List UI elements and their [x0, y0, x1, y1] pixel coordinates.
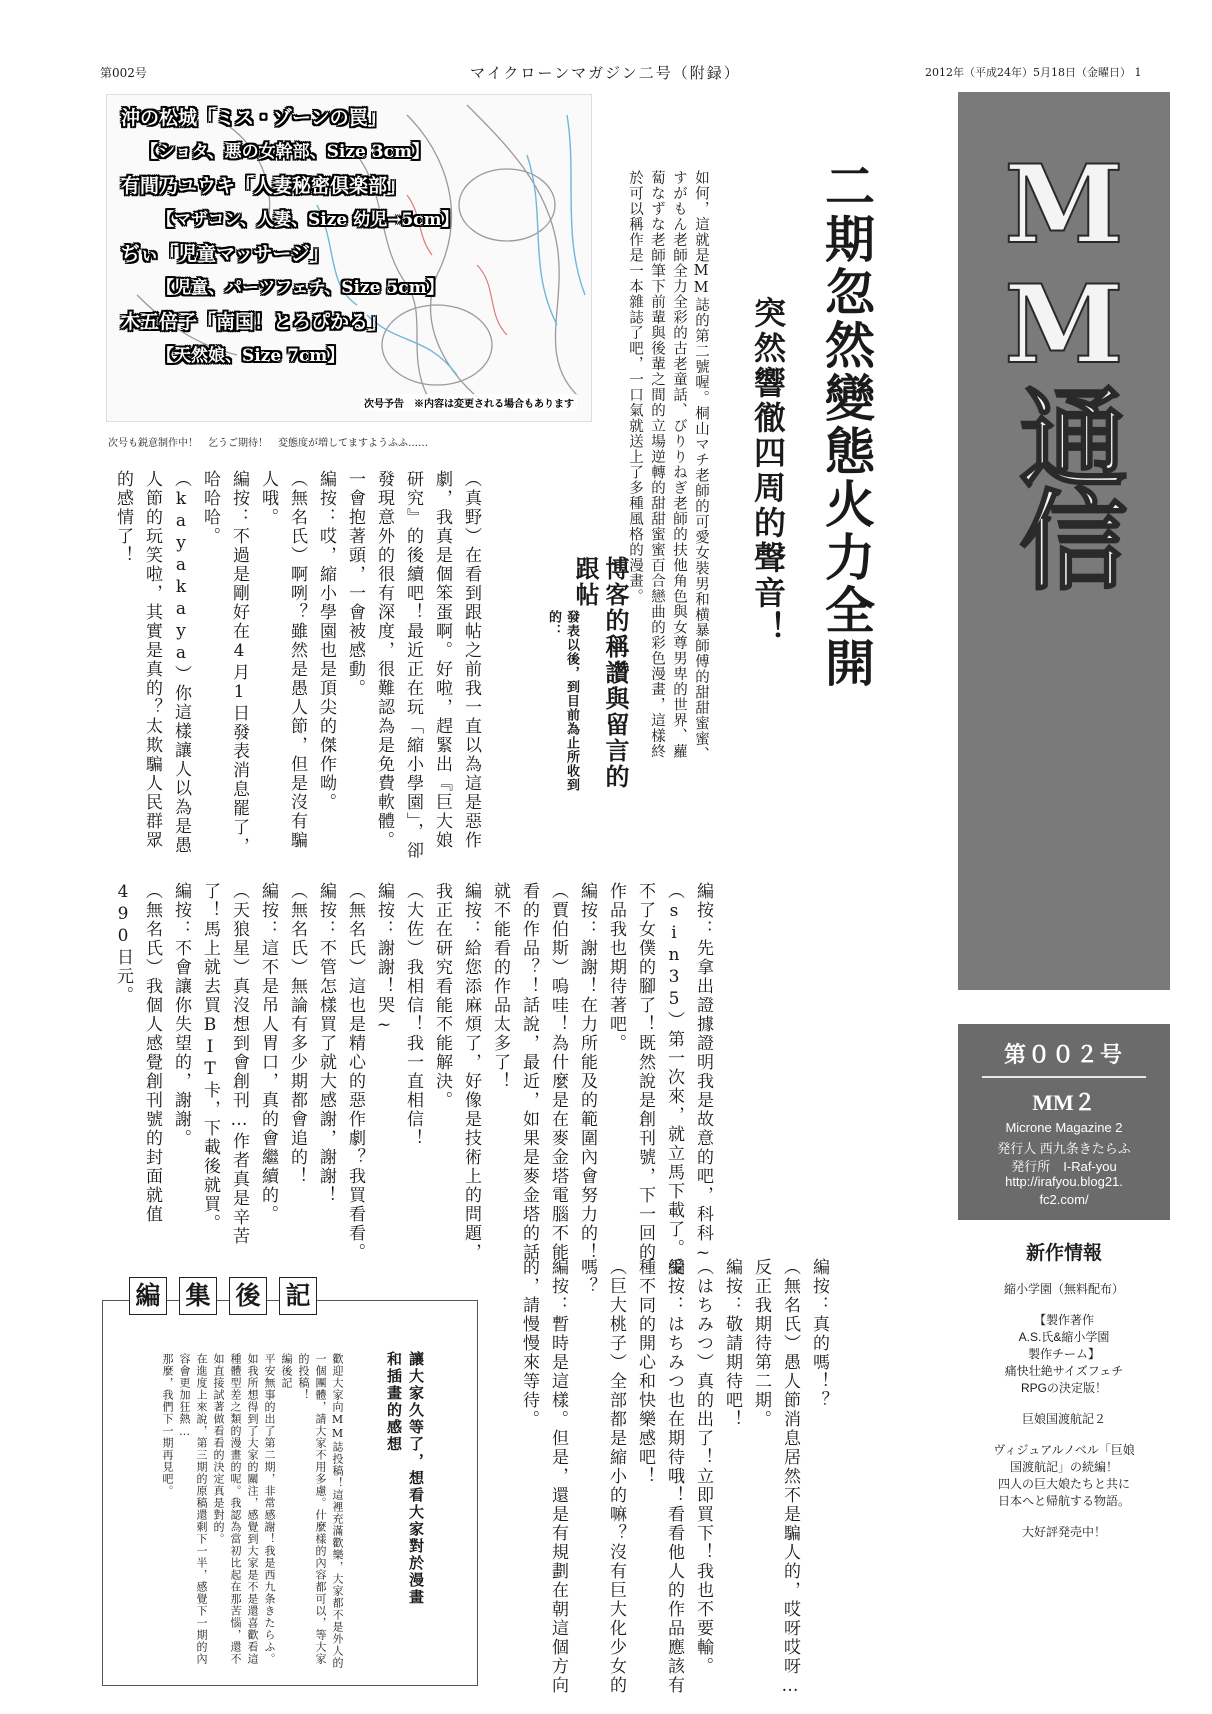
- new-works-line: 日本へと帰航する物語。: [997, 1494, 1130, 1508]
- comment-paragraph: 編按：這不是吊人胃口，真的會繼續的。: [258, 882, 278, 1224]
- new-works-heading: 新作情報: [1025, 1242, 1102, 1264]
- header-date: 2012年（平成24年）5月18日（金曜日） 1: [925, 66, 1142, 79]
- comment-paragraph: 編按：先拿出證據證明我是故意的吧，科科~: [693, 882, 713, 1265]
- comment-paragraph: 編按：敬請期待吧！: [722, 1258, 742, 1429]
- afterword-paragraph: 歡迎大家向MM誌投稿！這裡充滿歡樂，大家都不是外人的一個團體，請大家不用多慮。什麼樣的內容都可以，等大家的投稿！: [297, 1353, 344, 1669]
- comments-column-upper: [108, 470, 485, 862]
- issue-mm-label: MM２: [1032, 1090, 1096, 1115]
- afterword-paragraph: 平安無事的出了第二期，非常感謝！我是西九条きたらふ。: [263, 1353, 276, 1665]
- new-works-line: 製作チーム】: [1027, 1347, 1100, 1361]
- comment-paragraph: （天狼星）真沒想到會創刊…作者真是辛苦了！馬上就去買BIT卡，下載後就買。: [200, 882, 249, 1246]
- promo-work-4: 木五倍子「南国！とろぴかる」: [121, 311, 388, 333]
- afterword-title-char: 記: [279, 1277, 317, 1315]
- promo-tags-3: 【児童、パーツフェチ、Size 5cm】: [157, 278, 444, 298]
- comment-paragraph: （無名氏）這也是精心的惡作劇？我買看看。: [345, 882, 365, 1262]
- new-works-line: ヴィジュアルノベル「巨娘: [993, 1443, 1135, 1457]
- afterword-title-char: 集: [179, 1277, 217, 1315]
- new-works-line: A.S.氏&縮小学園: [1018, 1330, 1110, 1344]
- promo-tags-4: 【天然娘、Size 7cm】: [157, 346, 345, 366]
- section-subtitle: 發表以後，到目前為止所收到的：: [546, 610, 579, 792]
- next-issue-illustration: [106, 94, 592, 422]
- comment-paragraph: （巨大桃子）全部都是縮小的嘛？沒有巨大化少女的嗎？: [577, 1258, 626, 1695]
- new-works-line: 国渡航記」の続編！: [1009, 1460, 1118, 1474]
- comment-paragraph: （はちみつ）真的出了！立即買下！我也不要輸。: [693, 1258, 713, 1676]
- comment-paragraph: 編按：哎，縮小學園也是頂尖的傑作呦。: [316, 470, 336, 812]
- header-issue-number: 第002号: [100, 66, 147, 80]
- comment-paragraph: （大佐）我相信！我一直相信！: [403, 882, 423, 1148]
- issue-info-box: [958, 1024, 1170, 1220]
- section-title: 博客的稱讚與留言的跟帖: [571, 556, 630, 790]
- afterword-box: [102, 1281, 478, 1686]
- comment-paragraph: 編按：はちみつ也在期待哦！看看他人的作品應該有種不同的開心和快樂感吧！: [635, 1258, 684, 1695]
- comment-paragraph: 編按：謝謝！在力所能及的範圍內會努力的！: [577, 882, 597, 1262]
- afterword-paragraph: 那麼，我們下一期再見吧。: [161, 1353, 174, 1497]
- publisher-url: http://irafyou.blog21.: [1005, 1174, 1123, 1189]
- comment-paragraph: 編按：不管怎樣買了就大感謝，謝謝！: [316, 882, 336, 1205]
- new-works-line: 縮小学園（無料配布）: [1003, 1282, 1124, 1296]
- new-works-line: 【製作著作: [1033, 1313, 1094, 1327]
- comment-paragraph: 編按：不會讓你失望的，謝謝。: [171, 882, 191, 1148]
- promo-tags-2: 【マザコン、人妻、Size 幼児→5cm】: [157, 210, 459, 230]
- afterword-title-char: 後: [229, 1277, 267, 1315]
- afterword-heading: 讓大家久等了，想看大家對於漫畫和插畫的感想: [385, 1351, 425, 1606]
- afterword-body: [159, 1353, 346, 1673]
- comments-column-right: [514, 1258, 833, 1708]
- afterword-title-char: 編: [129, 1277, 167, 1315]
- comment-paragraph: 編按：給您添麻煩了，好像是技術上的問題，我正在研究看能不能解決。: [432, 882, 481, 1262]
- new-works-line: 痛快壮絶サイズフェチ: [1004, 1364, 1124, 1378]
- new-works-panel: [958, 1232, 1170, 1541]
- masthead-title: MM通信: [1001, 142, 1127, 586]
- comment-paragraph: （賈伯斯）嗚哇！為什麼是在麥金塔電腦不能看的作品？！話說，最近，如果是麥金塔的話就不能看的作品太多了！: [490, 882, 568, 1262]
- afterword-paragraph: 編後記: [280, 1353, 293, 1389]
- subheadline: 突然響徹四周的聲音！: [749, 296, 787, 646]
- publisher-url-cont: fc2.com/: [1039, 1192, 1089, 1207]
- promo-work-1: 沖の松城「ミス・ゾーンの罠」: [121, 107, 387, 129]
- headline: 二期忽然變態火力全開: [817, 160, 876, 690]
- comment-paragraph: （無名氏）愚人節消息居然不是騙人的，哎呀哎呀…反正我期待第二期。: [751, 1258, 800, 1698]
- promo-work-3: ぢぃ「児童マッサージ」: [121, 243, 329, 265]
- illustration-caption: 次号も鋭意制作中！ 乞うご期待！ 変態度が増してますようふふ……: [108, 438, 428, 449]
- publisher-person: 発行人 西九条きたらふ: [997, 1141, 1131, 1156]
- header-publication-title: マイクローンマガジン二号（附録）: [470, 64, 741, 82]
- promo-work-2: 有間乃ユウキ「人妻秘密倶楽部」: [121, 175, 407, 197]
- new-works-line: 大好評発売中！: [1021, 1525, 1106, 1539]
- comment-paragraph: （無名氏）我個人感覺創刊號的封面就值490日元。: [113, 882, 162, 1224]
- comment-paragraph: 編按：不過是剛好在4月1日發表消息罷了，哈哈哈。: [200, 470, 249, 856]
- masthead: [958, 92, 1170, 990]
- next-issue-notice: 次号予告 ※内容は変更される場合もあります: [361, 394, 577, 411]
- comment-paragraph: （sin35）第一次來，就立馬下載了。受不了女僕的腳了！既然說是創刊號，下一回的作品我也期待著吧。: [606, 882, 684, 1277]
- comment-paragraph: 編按：真的嗎！？: [809, 1258, 829, 1410]
- issue-number: 第００２号: [1003, 1042, 1124, 1068]
- new-works-line: 巨娘国渡航記２: [1021, 1412, 1106, 1426]
- comment-paragraph: 編按：暫時是這樣。但是，還是有規劃在朝這個方向的，請慢慢來等待。: [519, 1258, 568, 1695]
- comment-paragraph: （kayakaya）你這樣讓人以為是愚人節的玩笑啦，其實是真的？太欺騙人民群眾的感情了！: [113, 470, 191, 855]
- comment-paragraph: （無名氏）無論有多少期都會追的！: [287, 882, 307, 1186]
- comment-paragraph: （無名氏）啊咧？雖然是愚人節，但是沒有騙人哦。: [258, 470, 307, 850]
- intro-paragraph: 如何，這就是MM誌的第二號喔。桐山マチ老師的可愛女裝男和横暴師傅的甜甜蜜蜜、すがもん老師全力全彩的古老童話、びりりねぎ老師的扶他角色與女尊男卑的世界、蘿蔔なずな老師筆下前輩與後輩之間的立場逆轉的甜甜蜜蜜百合戀曲的彩色漫畫，這樣終於可以稱作是一本雜誌了吧，一口氣就送上了多種風格的漫畫。: [627, 170, 709, 762]
- publisher-office: 発行所 I-Raf-you: [1011, 1159, 1117, 1174]
- comment-paragraph: 編按：謝謝！哭~: [374, 882, 394, 1037]
- comments-column-lower: [108, 882, 717, 1277]
- afterword-paragraph: 在進度上來說，第三期的原稿還剩下一半，感覺下一期的內容會更加狂熱…: [178, 1353, 208, 1665]
- comment-paragraph: （真野）在看到跟帖之前我一直以為這是惡作劇，我真是個笨蛋啊。好啦，趕緊出『巨大娘研究』的後續吧！最近正在玩「縮小學園」，卻發現意外的很有深度，很難認為是免費軟體。一會抱著頭，一會被感動。: [345, 470, 481, 861]
- magazine-name: Microne Magazine 2: [1005, 1120, 1123, 1135]
- promo-tags-1: 【ショタ、悪の女幹部、Size 3cm】: [141, 142, 429, 162]
- issue-divider: [982, 1076, 1146, 1078]
- new-works-line: 四人の巨大娘たちと共に: [997, 1477, 1130, 1491]
- new-works-line: RPGの決定版！: [1020, 1381, 1107, 1395]
- afterword-paragraph: 如我所想得到了大家的關注，感覺到大家是不是還喜歡看這種體型差之類的漫畫的呢。我認為當初比起在那苦惱，還不如直接試著做看看的決定真是對的。: [212, 1353, 259, 1665]
